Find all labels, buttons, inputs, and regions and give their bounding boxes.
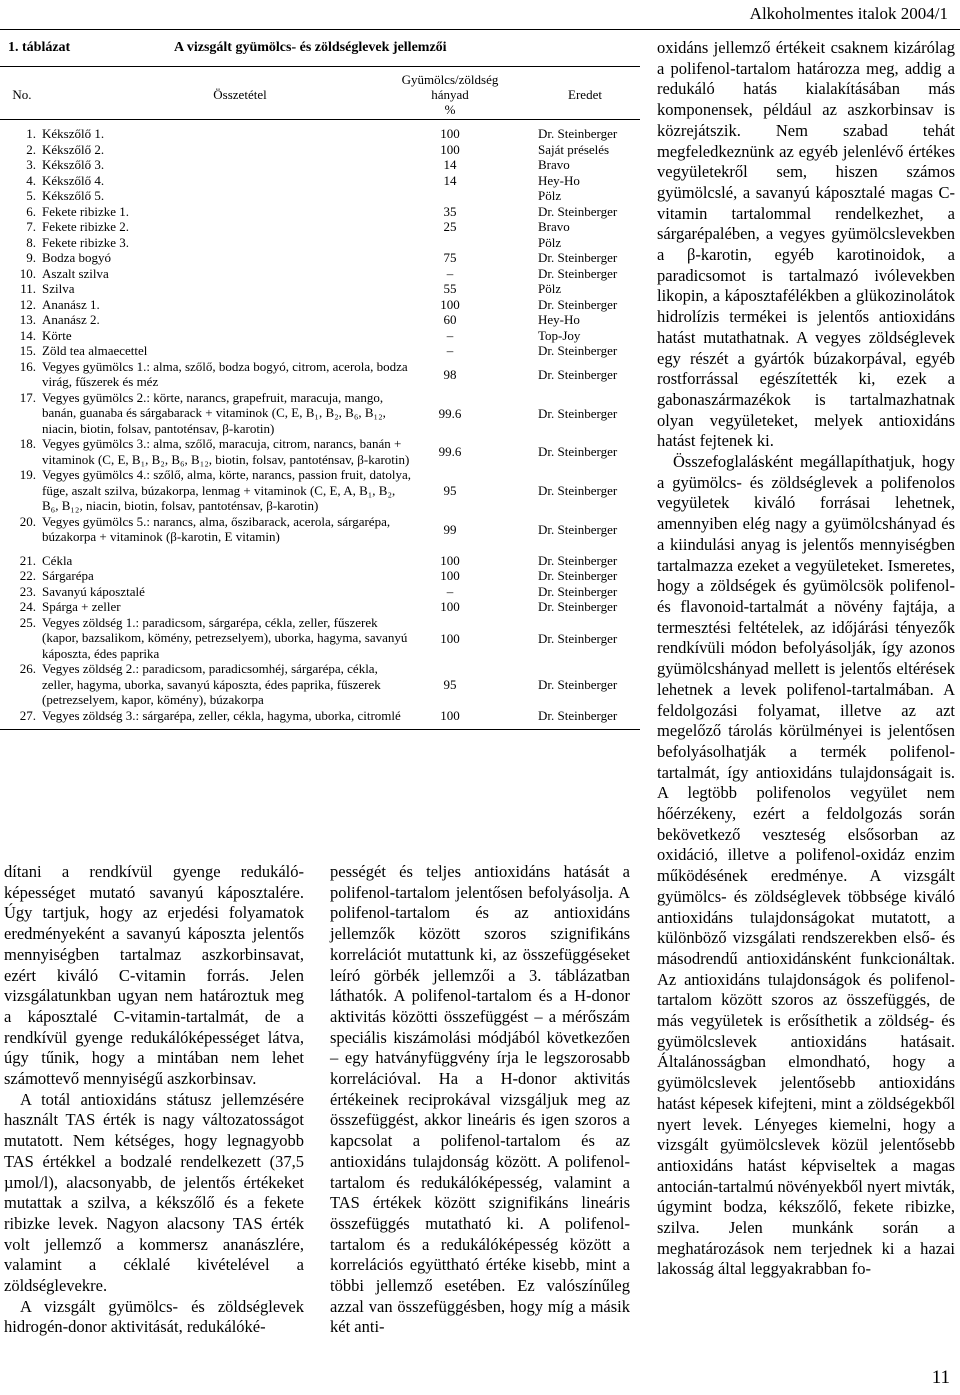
row-composition: Kékszőlő 2. — [42, 141, 105, 157]
row-origin: Dr. Steinberger — [538, 250, 618, 265]
header-fraction-line3: % — [444, 102, 456, 117]
row-number: 13. — [19, 312, 36, 327]
row-fraction: 99.6 — [438, 405, 462, 421]
row-fraction: 98 — [443, 366, 457, 382]
row-fraction: 55 — [443, 281, 457, 296]
row-number: 18. — [19, 436, 36, 451]
table-row — [0, 157, 640, 173]
row-number: 23. — [19, 583, 36, 599]
row-composition: Aszalt szilva — [42, 265, 109, 281]
row-origin: Dr. Steinberger — [538, 366, 618, 382]
table-row — [0, 266, 640, 282]
table-row — [0, 297, 640, 313]
row-composition: Savanyú káposztalé — [42, 583, 145, 599]
row-number: 10. — [19, 265, 36, 281]
row-number: 17. — [19, 389, 36, 405]
row-origin: Dr. Steinberger — [538, 552, 618, 568]
row-number: 14. — [19, 327, 36, 343]
text-column-right — [657, 38, 955, 1280]
table-row — [0, 467, 640, 514]
row-composition: Cékla — [42, 552, 73, 568]
text-column-middle — [330, 862, 630, 1338]
row-origin: Dr. Steinberger — [538, 203, 618, 219]
row-fraction: 75 — [443, 250, 457, 265]
table-row — [0, 142, 640, 158]
row-fraction: 99 — [443, 521, 457, 537]
row-fraction: 100 — [440, 552, 460, 568]
row-origin: Hey-Ho — [538, 172, 580, 188]
row-fraction: 60 — [443, 312, 457, 327]
journal-header: Alkoholmentes italok 2004/1 — [749, 4, 948, 23]
row-origin: Dr. Steinberger — [538, 568, 618, 583]
table-row — [0, 173, 640, 189]
table-row — [0, 390, 640, 437]
row-number: 20. — [19, 513, 36, 529]
row-number: 11. — [20, 281, 36, 296]
row-number: 21. — [19, 552, 36, 568]
row-number: 8. — [26, 234, 36, 250]
row-number: 6. — [26, 203, 36, 219]
row-composition: Ananász 1. — [42, 296, 100, 312]
row-composition: Vegyes gyümölcs 3.: alma, szőlő, maracuja, citrom, narancs, banán + vitaminok (C, E, B₁, B₂, B₆, B₁₂, biotin, folsav, pantoténsav, β-karotin) — [42, 436, 410, 467]
row-fraction: – — [446, 583, 454, 599]
table-row — [0, 250, 640, 266]
row-composition: Fekete ribizke 3. — [42, 234, 129, 250]
row-origin: Bravo — [538, 219, 570, 234]
paragraph: A totál antioxidáns státusz jellemzésére használt TAS érték is nagy változatosságot mutatott. Nem kétséges, hogy legnagyobb TAS értékkel a bodzalé rendelkezett (37,5 µmol/l), alacsonyabb, de jelentős értékeket mutattak a szilva, a kékszőlő és a fekete ribizke levek. Nagyon alacsony TAS érték volt jellemző a kommersz ananászlére, valamint a céklalé kivételével a zöldséglevekre. — [4, 1089, 304, 1296]
table-row — [0, 343, 640, 359]
row-number: 7. — [26, 219, 36, 234]
header-no: No. — [12, 87, 32, 102]
row-number: 4. — [26, 172, 36, 188]
row-fraction: 35 — [443, 203, 457, 219]
row-composition: Bodza bogyó — [42, 250, 111, 265]
table-row — [0, 708, 640, 724]
row-fraction: 14 — [443, 172, 457, 188]
row-fraction: 100 — [440, 126, 460, 141]
row-fraction: 95 — [443, 483, 457, 498]
row-composition: Vegyes zöldség 3.: sárgarépa, zeller, cékla, hagyma, uborka, citromlé — [42, 707, 401, 723]
header-origin: Eredet — [568, 87, 602, 102]
paragraph: oxidáns jellemző értékeit csaknem kizárólag a polifenol-tartalom határozza meg, addig a redukáló hatás kialakításában más komponensek, például az aszkorbinsav is közrejátszik. Nem szabad tehát megfeledkeznünk az egyéb jelenlévő értékes vegyületekről sem, hiszen számos gyümölcslé, a savanyú káposztalé magas C-vitamin tartalommal rendelkezhet, a sárgarépalében, a vegyes gyümölcslevekben a β-karotin, egyéb karotinoidok, a paradicsomot is tartalmazó ivólevekben likopin, a káposztafélékben a glükozinolátok hidrolízis termékei is jelentős antioxidáns hatást mutathatnak. A vegyes zöldséglevek egy részét a gyártók búzakorpával, egyéb rostforrással egészítették ki, ezek a gabonaszármazékok is tartalmazhatnak olyan vegyületeket, melyek antioxidáns hatást fejtenek ki. — [657, 38, 955, 451]
row-origin: Dr. Steinberger — [538, 599, 618, 614]
table-row — [0, 235, 640, 251]
row-origin: Bravo — [538, 157, 570, 172]
row-number: 25. — [19, 614, 36, 630]
row-composition: Vegyes gyümölcs 1.: alma, szőlő, bodza bogyó, citrom, acerola, bodza virág, fűszerek és méz — [42, 358, 408, 389]
row-number: 12. — [19, 296, 36, 312]
row-origin: Dr. Steinberger — [538, 483, 618, 498]
header-composition: Összetétel — [213, 87, 267, 102]
table-bottom-rule — [0, 729, 640, 730]
row-composition: Körte — [42, 327, 72, 343]
row-fraction: 100 — [440, 568, 460, 583]
table-row — [0, 188, 640, 204]
row-origin: Dr. Steinberger — [538, 343, 618, 358]
paragraph: Összefoglalásként megállapíthatjuk, hogy a gyümölcs- és zöldséglevek a polifenolos vegyületek kiváló forrásai lehetnek, amennyiben elég nagy a gyümölcshányad és a kiindulási anyag is jelentős mennyiségben tartalmazza ezeket a vegyületeket. Ismeretes, hogy a zöldségek és gyümölcsök polifenol- és flavonoid-tartalmát a növény fajtája, a termesztési feltételek, az időjárási tényezők rendkívüli módon befolyásolják, így azonos gyümölcshányad mellett is jelentős eltérések lehetnek a levek polifenol-tartalmában. A feldolgozási folyamat, illetve az azt megelőző tárolás körülményei is jelentősen befolyásolhatják a termék polifenol-tartalmát, így antioxidáns tulajdonságait is. A legtöbb polifenolos vegyület nem hőérzékeny, ezért a feldolgozás során bekövetkező veszteség elsősorban az oxidáció, illetve a polifenol-oxidáz enzim működésének eredménye. A vizsgált gyümölcs- és zöldséglevek többsége kiváló antioxidáns tulajdonságokat mutatott, a különböző vizsgálati rendszerekben első- és másodrendű antioxidánsként funkcionáltak. Az antioxidáns tulajdonságok és polifenol-tartalom között szoros az összefüggés, de más vegyületek is erősíthetik a zöldség- és gyümölcslevek antioxidáns hatásait. Általánosságban elmondható, hogy a gyümölcslevek jelentősebb antioxidáns hatást képesek kifejteni, mint a zöldségekből nyert levek. Lényeges kiemelni, hogy a vizsgált gyümölcslevek közül jelentősebb antioxidáns hatást képviseltek a magas antocián-tartalmú növényekből nyert mivták, úgymint bodza, kékszőlő, fekete ribizke, szilva. Jelen munkánk során a meghatározások nem terjednek ki a hazai lakosság által leggyakrabban fo- — [657, 452, 955, 1279]
table — [0, 66, 640, 730]
row-number: 16. — [19, 358, 36, 374]
page-number: 11 — [931, 1367, 950, 1388]
table-row — [0, 514, 640, 545]
row-composition: Sárgarépa — [42, 568, 94, 583]
row-fraction: – — [446, 265, 454, 281]
table-row — [0, 328, 640, 344]
row-origin: Dr. Steinberger — [538, 521, 618, 537]
table-row — [0, 204, 640, 220]
table-row — [0, 436, 640, 467]
row-fraction: 100 — [440, 296, 460, 312]
row-number: 27. — [19, 707, 36, 723]
row-fraction: 100 — [440, 141, 460, 157]
paragraph: pességét és teljes antioxidáns hatását a polifenol-tartalom jelentősen befolyásolja. A polifenol-tartalom és az antioxidáns jellemzők között szoros szignifikáns korrelációt mutattunk ki, az összefüggéseket leíró görbék jellemzői a 3. táblázatban láthatók. A polifenol-tartalom és a H-donor aktivitás közötti összefüggést – a mérőszám speciális kiszámolási módjából következően – egy hatványfüggvény írja le legszorosabb korrelációval. Ha a H-donor aktivitás értékeinek reciprokával vizsgáljuk meg az összefüggést, akkor lineáris és igen szoros a kapcsolat a polifenol-tartalom és az antioxidáns tulajdonság között. A polifenol-tartalom és redukálóképesség, valamint a TAS értékek között szignifikáns lineáris összefüggés mutatható ki. A polifenol-tartalom és a redukálóképesség között a korrelációs együttható értéke kisebb, mint a többi jellemző esetében. Ez valószínűleg azzal van összefüggésben, hogy míg a másik két anti- — [330, 862, 630, 1337]
row-fraction: – — [446, 327, 454, 343]
row-origin: Hey-Ho — [538, 312, 580, 327]
row-number: 26. — [19, 661, 36, 676]
row-origin: Dr. Steinberger — [538, 296, 618, 312]
row-fraction: 14 — [443, 157, 457, 172]
row-number: 22. — [19, 568, 36, 583]
row-number: 15. — [19, 343, 36, 358]
row-fraction: 95 — [443, 677, 457, 692]
row-fraction: 99.6 — [438, 444, 462, 459]
row-fraction: 100 — [440, 707, 460, 723]
row-origin: Dr. Steinberger — [538, 126, 618, 141]
paragraph: A vizsgált gyümölcs- és zöldséglevek hidrogén-donor aktivitását, redukálóké- — [4, 1296, 304, 1337]
row-origin: Dr. Steinberger — [538, 677, 618, 692]
table-row — [0, 281, 640, 297]
table-row — [0, 553, 640, 569]
row-origin: Top-Joy — [538, 327, 581, 343]
row-origin: Dr. Steinberger — [538, 707, 618, 723]
row-origin: Dr. Steinberger — [538, 265, 618, 281]
row-composition: Vegyes gyümölcs 2.: körte, narancs, grapefruit, maracuja, mango, banán, guanaba és sárgabarack + vitaminok (C, E, B₁, B₂, B₆, B₁₂, niacin, biotin, folsav, pantoténsav, β-karotin) — [42, 389, 386, 436]
row-fraction: 100 — [440, 599, 460, 614]
row-origin: Dr. Steinberger — [538, 630, 618, 646]
row-composition: Kékszőlő 3. — [42, 157, 105, 172]
table-row — [0, 126, 640, 142]
row-origin: Dr. Steinberger — [538, 444, 618, 459]
table-row — [0, 219, 640, 235]
row-composition: Spárga + zeller — [42, 599, 121, 614]
row-composition: Szilva — [42, 281, 75, 296]
row-fraction: 25 — [443, 219, 457, 234]
header-fraction-line1: Gyümölcs/zöldség — [401, 72, 499, 87]
row-composition: Vegyes zöldség 2.: paradicsom, paradicsomhéj, sárgarépa, cékla, zeller, hagyma, uborka, savanyú káposzta, édes paprika, fűszerek (petrezselyem, kapor, kömény), búzakorpa — [42, 661, 381, 707]
table-header — [0, 67, 640, 119]
header-rule — [0, 29, 960, 30]
table-row — [0, 568, 640, 584]
row-composition: Kékszőlő 1. — [42, 126, 105, 141]
table-row — [0, 599, 640, 615]
row-composition: Ananász 2. — [42, 312, 100, 327]
row-number: 1. — [26, 126, 36, 141]
row-fraction: 100 — [440, 630, 460, 646]
table-body — [0, 126, 640, 723]
row-origin: Dr. Steinberger — [538, 405, 618, 421]
row-number: 9. — [26, 250, 36, 265]
table-row — [0, 661, 640, 708]
table-caption-title: A vizsgált gyümölcs- és zöldséglevek jellemzői — [174, 40, 447, 55]
row-composition: Vegyes gyümölcs 5.: narancs, alma, őszibarack, acerola, sárgarépa, búzakorpa + vitaminok (β-karotin, E vitamin) — [42, 513, 391, 544]
row-composition: Kékszőlő 5. — [42, 188, 105, 203]
row-composition: Vegyes zöldség 1.: paradicsom, sárgarépa, cékla, zeller, fűszerek (kapor, bazsalikom, kömény, petrezselyem), uborka, hagyma, savanyú káposzta, édes paprika — [42, 614, 408, 661]
table-row — [0, 584, 640, 600]
row-origin: Dr. Steinberger — [538, 583, 618, 599]
row-number: 19. — [19, 467, 36, 482]
paragraph: dítani a rendkívül gyenge redukáló-képességet mutató savanyú káposztalére. Úgy tartjuk, hogy az erjedési folyamatok eredményeként a savanyú káposzta jelentős mennyiségben tartalmaz aszkorbinsavat, ezért kiváló C-vitamin forrás. Jelen vizsgálatunkban ugyan nem határoztuk meg a káposztalé C-vitamin-tartalmát, de a rendkívül gyenge redukálóképességet látva, úgy tűnik, hogy a mintában nem lehet számottevő mennyiségű aszkorbinsav. — [4, 862, 304, 1089]
text-column-left — [4, 862, 304, 1338]
table-row — [0, 615, 640, 662]
table-row — [0, 359, 640, 390]
row-composition: Fekete ribizke 1. — [42, 203, 129, 219]
row-number: 5. — [26, 188, 36, 203]
row-number: 24. — [19, 599, 36, 614]
row-number: 2. — [26, 141, 36, 157]
row-composition: Zöld tea almaecettel — [42, 343, 148, 358]
row-composition: Fekete ribizke 2. — [42, 219, 129, 234]
row-origin: Pölz — [538, 281, 562, 296]
row-number: 3. — [26, 157, 36, 172]
table-row — [0, 312, 640, 328]
row-composition: Kékszőlő 4. — [42, 172, 105, 188]
row-origin: Pölz — [538, 234, 562, 250]
row-origin: Saját préselés — [538, 141, 610, 157]
row-origin: Pölz — [538, 188, 562, 203]
row-composition: Vegyes gyümölcs 4.: szőlő, alma, körte, narancs, passion fruit, datolya, füge, aszalt szilva, búzakorpa, lenmag + vitaminok (C, E, A, B₁, B₂, B₆, B₁₂, niacin, biotin, folsav, pantoténsav, β-karotin) — [42, 467, 411, 513]
row-fraction: – — [446, 343, 454, 358]
table-caption-number: 1. táblázat — [8, 40, 71, 55]
header-fraction-line2: hányad — [431, 87, 469, 102]
